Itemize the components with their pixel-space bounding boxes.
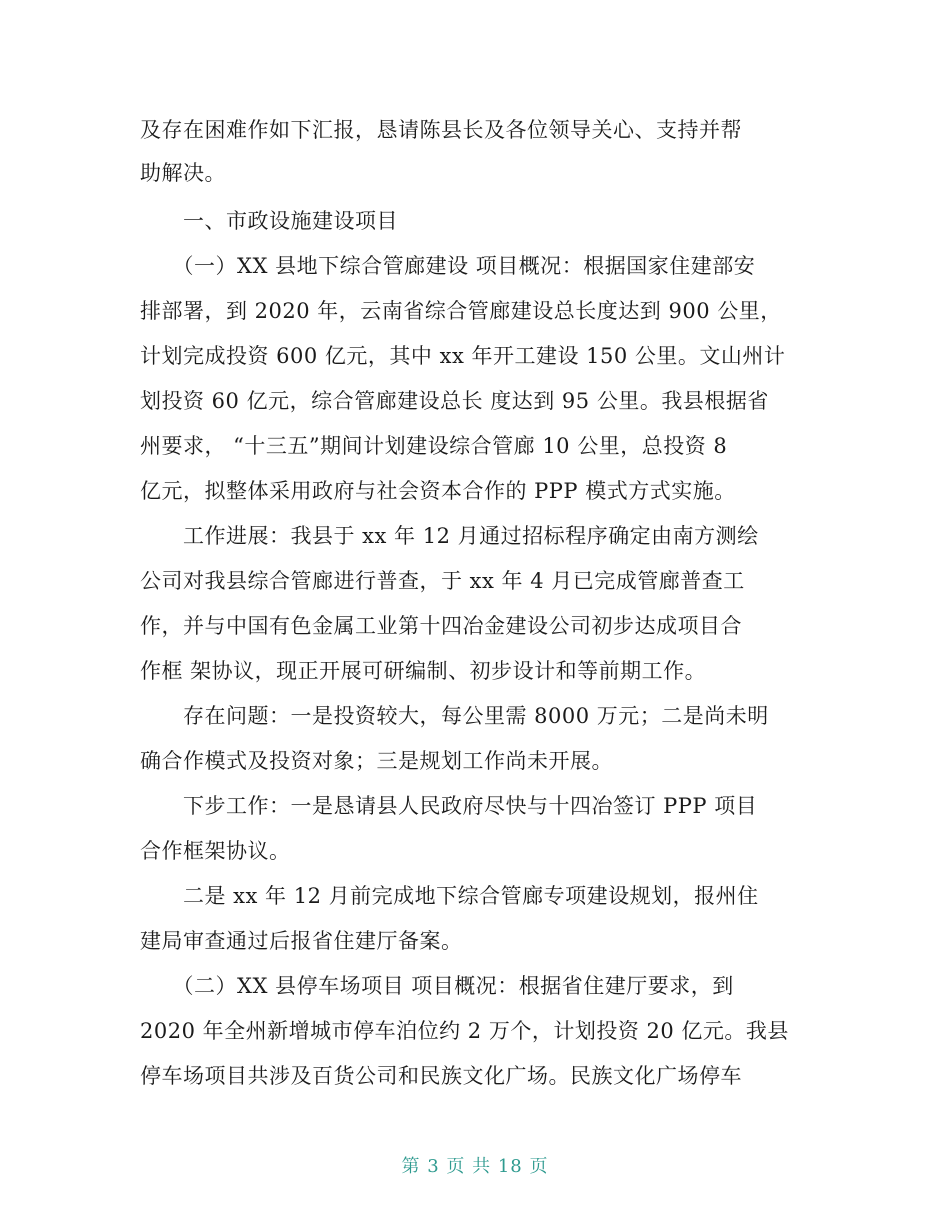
text-line: 存在问题：一是投资较大，每公里需 8000 万元；二是尚未明: [140, 704, 769, 728]
text-line: （二）XX 县停车场项目 项目概况：根据省住建厅要求，到: [140, 974, 734, 998]
text-line: 州要求， “十三五”期间计划建设综合管廊 10 公里，总投资 8: [140, 434, 728, 458]
page-number: 第 3 页 共 18 页: [401, 1156, 549, 1177]
text-line: 下步工作：一是恳请县人民政府尽快与十四冶签订 PPP 项目: [140, 794, 758, 818]
text-line: 建局审查通过后报省住建厅备案。: [140, 929, 463, 953]
text-line: 2020 年全州新增城市停车泊位约 2 万个，计划投资 20 亿元。我县: [140, 1019, 789, 1043]
text-line: 助解决。: [140, 161, 226, 185]
text-line: 作，并与中国有色金属工业第十四冶金建设公司初步达成项目合: [140, 614, 742, 638]
text-line: 划投资 60 亿元，综合管廊建设总长 度达到 95 公里。我县根据省: [140, 389, 769, 413]
text-line: 工作进展：我县于 xx 年 12 月通过招标程序确定由南方测绘: [140, 524, 759, 548]
text-line: 公司对我县综合管廊进行普查，于 xx 年 4 月已完成管廊普查工: [140, 569, 745, 593]
text-line: （一）XX 县地下综合管廊建设 项目概况：根据国家住建部安: [140, 254, 756, 278]
text-line: 二是 xx 年 12 月前完成地下综合管廊专项建设规划，报州住: [140, 884, 759, 908]
text-line: 合作框架协议。: [140, 839, 291, 863]
text-line: 作框 架协议，现正开展可研编制、初步设计和等前期工作。: [140, 659, 707, 683]
text-line: 亿元，拟整体采用政府与社会资本合作的 PPP 模式方式实施。: [140, 479, 736, 503]
text-line: 确合作模式及投资对象；三是规划工作尚未开展。: [140, 749, 613, 773]
text-line: 停车场项目共涉及百货公司和民族文化广场。民族文化广场停车: [140, 1064, 742, 1088]
text-line: 排部署，到 2020 年，云南省综合管廊建设总长度达到 900 公里，: [140, 299, 782, 323]
text-line: 计划完成投资 600 亿元，其中 xx 年开工建设 150 公里。文山州计: [140, 344, 786, 368]
section-heading: 一、市政设施建设项目: [140, 209, 398, 233]
text-line: 及存在困难作如下汇报，恳请陈县长及各位领导关心、支持并帮: [140, 118, 742, 142]
